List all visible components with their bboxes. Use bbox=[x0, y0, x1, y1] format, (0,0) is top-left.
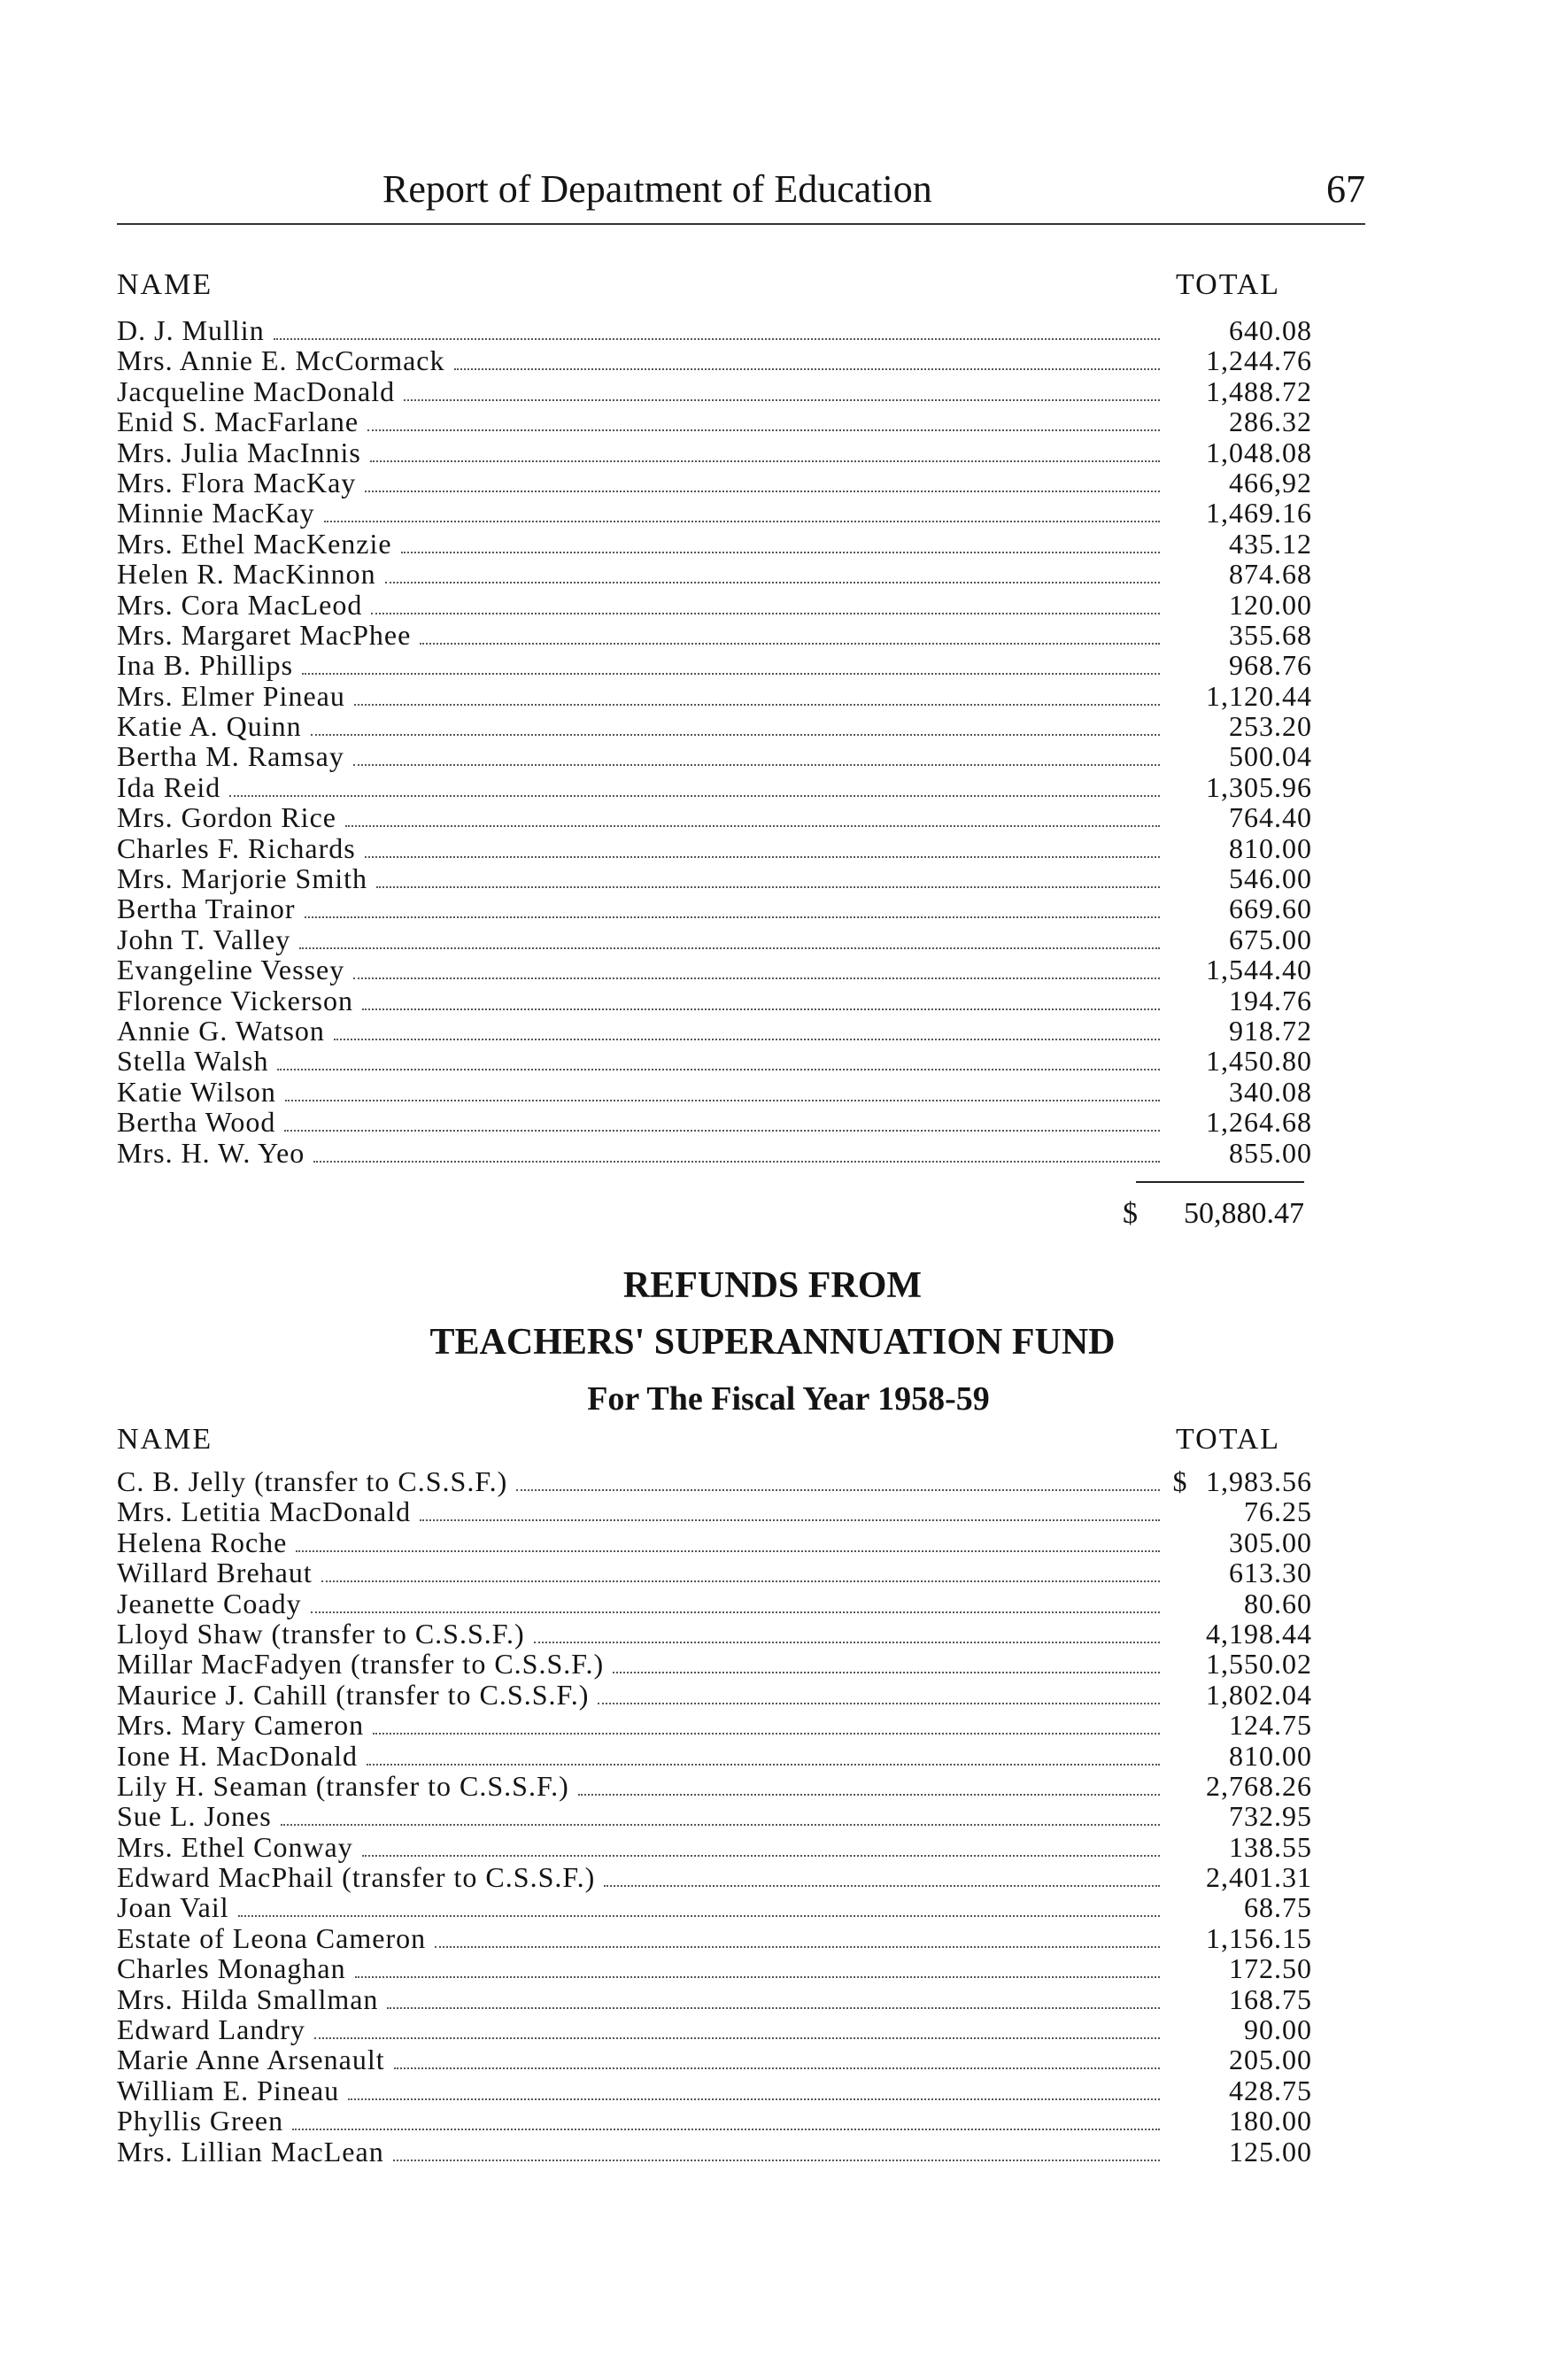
payee-name: Mrs. Ethel MacKenzie bbox=[117, 527, 392, 560]
amount: 640.08 bbox=[1229, 314, 1312, 346]
amount: 466,92 bbox=[1229, 466, 1312, 498]
payee-name: Mrs. Gordon Rice bbox=[117, 801, 336, 834]
list-item bbox=[117, 833, 1312, 863]
list-item bbox=[117, 1046, 1312, 1076]
amount: 76.25 bbox=[1244, 1495, 1312, 1528]
amount: 810.00 bbox=[1229, 831, 1312, 864]
amount: 1,305.96 bbox=[1206, 770, 1312, 803]
amount: 1,544.40 bbox=[1206, 954, 1312, 986]
dot-leader bbox=[367, 1764, 1160, 1766]
dot-leader bbox=[354, 704, 1160, 706]
dot-leader bbox=[404, 399, 1160, 401]
payee-name: Lloyd Shaw (transfer to C.S.S.F.) bbox=[117, 1617, 525, 1650]
amount: 1,488.72 bbox=[1206, 375, 1312, 407]
dot-leader bbox=[284, 1130, 1160, 1132]
dot-leader bbox=[334, 1039, 1160, 1040]
list-item bbox=[117, 498, 1312, 528]
dot-leader bbox=[613, 1672, 1160, 1673]
amount: 125.00 bbox=[1229, 2135, 1312, 2168]
payee-name: Evangeline Vessey bbox=[117, 954, 345, 986]
payee-name: Joan Vail bbox=[117, 1891, 229, 1924]
amount: 1,120.44 bbox=[1206, 679, 1312, 712]
payee-name: Edward Landry bbox=[117, 2013, 305, 2046]
list-item bbox=[117, 1016, 1312, 1046]
second-list-name-heading: NAME bbox=[117, 1423, 213, 1456]
payee-name: Florence Vickerson bbox=[117, 984, 353, 1016]
list-item bbox=[117, 2044, 1312, 2075]
list-item bbox=[117, 1984, 1312, 2014]
dot-leader bbox=[353, 764, 1160, 766]
dot-leader bbox=[435, 1946, 1160, 1948]
dot-leader bbox=[296, 1550, 1160, 1552]
dot-leader bbox=[302, 673, 1160, 675]
amount: 68.75 bbox=[1244, 1891, 1312, 1924]
amount: 120.00 bbox=[1229, 588, 1312, 621]
first-list-name-heading: NAME bbox=[117, 268, 213, 301]
dot-leader bbox=[285, 1100, 1160, 1101]
list-item bbox=[117, 559, 1312, 589]
payee-name: Katie A. Quinn bbox=[117, 710, 302, 743]
payee-name: Bertha M. Ramsay bbox=[117, 740, 344, 773]
list-item bbox=[117, 802, 1312, 832]
first-list bbox=[117, 315, 1312, 1168]
header-title: Report of Depaıtment of Education bbox=[382, 167, 932, 211]
dot-leader bbox=[355, 1976, 1160, 1978]
list-item bbox=[117, 1107, 1312, 1137]
amount: 1,450.80 bbox=[1206, 1045, 1312, 1078]
amount: 305.00 bbox=[1229, 1526, 1312, 1558]
list-item bbox=[117, 1680, 1312, 1710]
dot-leader bbox=[454, 368, 1161, 370]
list-item bbox=[117, 1832, 1312, 1862]
amount: 675.00 bbox=[1229, 923, 1312, 955]
amount: 855.00 bbox=[1229, 1136, 1312, 1169]
list-item bbox=[117, 620, 1312, 650]
dot-leader bbox=[371, 613, 1160, 614]
dot-leader bbox=[370, 460, 1160, 462]
payee-name: Enid S. MacFarlane bbox=[117, 406, 359, 438]
section-title-line1: REFUNDS FROM bbox=[622, 1265, 923, 1306]
amount: 500.04 bbox=[1229, 740, 1312, 773]
amount: 172.50 bbox=[1229, 1952, 1312, 1985]
amount: 138.55 bbox=[1229, 1830, 1312, 1863]
payee-name: Helena Roche bbox=[117, 1526, 288, 1558]
dot-leader bbox=[401, 552, 1160, 553]
dot-leader bbox=[534, 1642, 1160, 1643]
list-item bbox=[117, 1953, 1312, 1983]
payee-name: Mrs. Margaret MacPhee bbox=[117, 618, 412, 651]
amount: 1,244.76 bbox=[1206, 344, 1312, 377]
list-item bbox=[117, 1801, 1312, 1831]
list-item bbox=[117, 1619, 1312, 1649]
amount: 1,802.04 bbox=[1206, 1678, 1312, 1711]
payee-name: Edward MacPhail (transfer to C.S.S.F.) bbox=[117, 1861, 596, 1894]
payee-name: Mrs. Ethel Conway bbox=[117, 1830, 353, 1863]
dot-leader bbox=[394, 2067, 1160, 2069]
amount: 4,198.44 bbox=[1206, 1617, 1312, 1650]
list-item bbox=[117, 1588, 1312, 1619]
payee-name: Mrs. Mary Cameron bbox=[117, 1709, 365, 1742]
dot-leader bbox=[324, 521, 1160, 522]
section-subtitle: For The Fiscal Year 1958-59 bbox=[587, 1380, 990, 1418]
amount: 546.00 bbox=[1229, 862, 1312, 895]
list-item bbox=[117, 1466, 1312, 1496]
grand-total bbox=[1123, 1197, 1304, 1232]
amount: 1,156.15 bbox=[1206, 1921, 1312, 1954]
amount: 1,983.56 bbox=[1206, 1465, 1312, 1497]
amount: 918.72 bbox=[1229, 1014, 1312, 1047]
second-list bbox=[117, 1466, 1312, 2167]
amount: 1,550.02 bbox=[1206, 1648, 1312, 1681]
payee-name: Jacqueline MacDonald bbox=[117, 375, 396, 407]
amount: 80.60 bbox=[1244, 1587, 1312, 1619]
list-item bbox=[117, 406, 1312, 437]
page-number: 67 bbox=[1326, 167, 1365, 211]
list-item bbox=[117, 529, 1312, 559]
payee-name: John T. Valley bbox=[117, 923, 291, 955]
list-item bbox=[117, 2075, 1312, 2106]
currency-sign: $ bbox=[1172, 1465, 1188, 1497]
dot-leader bbox=[313, 1161, 1160, 1163]
payee-name: Jeanette Coady bbox=[117, 1587, 302, 1619]
section-title-line2: TEACHERS' SUPERANNUATION FUND bbox=[429, 1322, 1116, 1363]
list-item bbox=[117, 893, 1312, 923]
dot-leader bbox=[292, 2129, 1160, 2130]
dot-leader bbox=[365, 491, 1160, 492]
header-rule bbox=[117, 223, 1365, 225]
amount: 764.40 bbox=[1229, 801, 1312, 834]
dot-leader bbox=[274, 338, 1160, 340]
list-item bbox=[117, 2106, 1312, 2136]
list-item bbox=[117, 1649, 1312, 1679]
dot-leader bbox=[314, 2037, 1160, 2039]
dot-leader bbox=[362, 1855, 1160, 1857]
payee-name: Mrs. Annie E. McCormack bbox=[117, 344, 445, 377]
payee-name: Sue L. Jones bbox=[117, 1800, 272, 1833]
list-item bbox=[117, 437, 1312, 468]
list-item bbox=[117, 590, 1312, 620]
dot-leader bbox=[238, 1915, 1160, 1917]
payee-name: Ione H. MacDonald bbox=[117, 1739, 359, 1772]
payee-name: Ina B. Phillips bbox=[117, 649, 294, 682]
amount: 874.68 bbox=[1229, 558, 1312, 591]
dot-leader bbox=[277, 1069, 1160, 1070]
dot-leader bbox=[420, 1519, 1160, 1521]
payee-name: Helen R. MacKinnon bbox=[117, 558, 376, 591]
amount: 124.75 bbox=[1229, 1709, 1312, 1742]
list-item bbox=[117, 1138, 1312, 1168]
amount: 732.95 bbox=[1229, 1800, 1312, 1833]
dot-leader bbox=[598, 1703, 1160, 1704]
total-rule bbox=[1136, 1181, 1304, 1183]
payee-name: Mrs. Hilda Smallman bbox=[117, 1982, 379, 2015]
second-list-total-heading: TOTAL bbox=[1176, 1423, 1281, 1456]
payee-name: Mrs. Flora MacKay bbox=[117, 466, 357, 498]
running-header bbox=[117, 166, 1365, 216]
amount: 1,264.68 bbox=[1206, 1106, 1312, 1139]
list-item bbox=[117, 1077, 1312, 1107]
list-item bbox=[117, 2137, 1312, 2167]
dot-leader bbox=[299, 947, 1160, 949]
amount: 669.60 bbox=[1229, 892, 1312, 925]
list-item bbox=[117, 681, 1312, 711]
payee-name: Mrs. Lillian MacLean bbox=[117, 2135, 384, 2168]
dot-leader bbox=[345, 825, 1160, 827]
dot-leader bbox=[281, 1824, 1160, 1826]
list-item bbox=[117, 1923, 1312, 1953]
list-item bbox=[117, 772, 1312, 802]
payee-name: William E. Pineau bbox=[117, 2074, 340, 2106]
payee-name: Maurice J. Cahill (transfer to C.S.S.F.) bbox=[117, 1678, 590, 1711]
dot-leader bbox=[321, 1580, 1160, 1582]
list-item bbox=[117, 345, 1312, 375]
list-item bbox=[117, 1557, 1312, 1588]
payee-name: Bertha Trainor bbox=[117, 892, 296, 925]
payee-name: Mrs. Elmer Pineau bbox=[117, 679, 345, 712]
payee-name: Minnie MacKay bbox=[117, 497, 315, 529]
payee-name: D. J. Mullin bbox=[117, 314, 265, 346]
dot-leader bbox=[420, 643, 1160, 645]
dot-leader bbox=[578, 1794, 1160, 1796]
dot-leader bbox=[353, 978, 1160, 979]
payee-name: Marie Anne Arsenault bbox=[117, 2044, 385, 2076]
payee-name: Katie Wilson bbox=[117, 1075, 276, 1108]
list-item bbox=[117, 863, 1312, 893]
amount: 340.08 bbox=[1229, 1075, 1312, 1108]
list-item bbox=[117, 741, 1312, 771]
list-item bbox=[117, 376, 1312, 406]
amount: 1,469.16 bbox=[1206, 497, 1312, 529]
dot-leader bbox=[305, 916, 1160, 918]
dot-leader bbox=[365, 856, 1160, 858]
dot-leader bbox=[385, 582, 1160, 583]
payee-name: Stella Walsh bbox=[117, 1045, 269, 1078]
dot-leader bbox=[311, 1611, 1160, 1613]
amount: 968.76 bbox=[1229, 649, 1312, 682]
payee-name: Lily H. Seaman (transfer to C.S.S.F.) bbox=[117, 1769, 569, 1802]
amount: 435.12 bbox=[1229, 527, 1312, 560]
payee-name: Annie G. Watson bbox=[117, 1014, 325, 1047]
amount: 194.76 bbox=[1229, 984, 1312, 1016]
amount: 2,401.31 bbox=[1206, 1861, 1312, 1894]
list-item bbox=[117, 468, 1312, 498]
payee-name: Mrs. Julia MacInnis bbox=[117, 436, 361, 468]
amount: 355.68 bbox=[1229, 618, 1312, 651]
amount: 253.20 bbox=[1229, 710, 1312, 743]
payee-name: C. B. Jelly (transfer to C.S.S.F.) bbox=[117, 1465, 508, 1497]
list-item bbox=[117, 1527, 1312, 1557]
dot-leader bbox=[387, 2007, 1160, 2009]
list-item bbox=[117, 711, 1312, 741]
dot-leader bbox=[393, 2160, 1160, 2161]
payee-name: Ida Reid bbox=[117, 770, 221, 803]
amount: 2,768.26 bbox=[1206, 1769, 1312, 1802]
list-item bbox=[117, 315, 1312, 345]
payee-name: Phyllis Green bbox=[117, 2105, 284, 2137]
list-item bbox=[117, 1862, 1312, 1892]
amount: 810.00 bbox=[1229, 1739, 1312, 1772]
payee-name: Charles Monaghan bbox=[117, 1952, 346, 1985]
list-item bbox=[117, 1710, 1312, 1740]
payee-name: Mrs. H. W. Yeo bbox=[117, 1136, 305, 1169]
amount: 180.00 bbox=[1229, 2105, 1312, 2137]
dot-leader bbox=[229, 795, 1160, 797]
amount: 168.75 bbox=[1229, 1982, 1312, 2015]
dot-leader bbox=[376, 886, 1160, 888]
list-item bbox=[117, 1496, 1312, 1526]
list-item bbox=[117, 1771, 1312, 1801]
payee-name: Estate of Leona Cameron bbox=[117, 1921, 427, 1954]
payee-name: Mrs. Cora MacLeod bbox=[117, 588, 363, 621]
amount: 205.00 bbox=[1229, 2044, 1312, 2076]
list-item bbox=[117, 954, 1312, 985]
dot-leader bbox=[604, 1885, 1160, 1887]
dot-leader bbox=[348, 2098, 1160, 2100]
payee-name: Mrs. Marjorie Smith bbox=[117, 862, 367, 895]
dot-leader bbox=[373, 1733, 1160, 1735]
payee-name: Mrs. Letitia MacDonald bbox=[117, 1495, 412, 1528]
list-item bbox=[117, 1892, 1312, 1922]
dot-leader bbox=[362, 1008, 1160, 1010]
amount: 286.32 bbox=[1229, 406, 1312, 438]
dot-leader bbox=[367, 429, 1160, 431]
amount: 613.30 bbox=[1229, 1557, 1312, 1589]
dot-leader bbox=[311, 734, 1160, 736]
total-amount: 50,880.47 bbox=[1184, 1197, 1304, 1230]
payee-name: Millar MacFadyen (transfer to C.S.S.F.) bbox=[117, 1648, 605, 1681]
list-item bbox=[117, 985, 1312, 1016]
list-item bbox=[117, 650, 1312, 680]
payee-name: Charles F. Richards bbox=[117, 831, 356, 864]
amount: 1,048.08 bbox=[1206, 436, 1312, 468]
dot-leader bbox=[516, 1489, 1160, 1491]
list-item bbox=[117, 924, 1312, 954]
first-list-total-heading: TOTAL bbox=[1176, 268, 1281, 301]
list-item bbox=[117, 1741, 1312, 1771]
payee-name: Bertha Wood bbox=[117, 1106, 276, 1139]
total-currency: $ bbox=[1123, 1197, 1138, 1230]
amount: 90.00 bbox=[1244, 2013, 1312, 2046]
list-item bbox=[117, 2014, 1312, 2044]
payee-name: Willard Brehaut bbox=[117, 1557, 313, 1589]
amount: 428.75 bbox=[1229, 2074, 1312, 2106]
